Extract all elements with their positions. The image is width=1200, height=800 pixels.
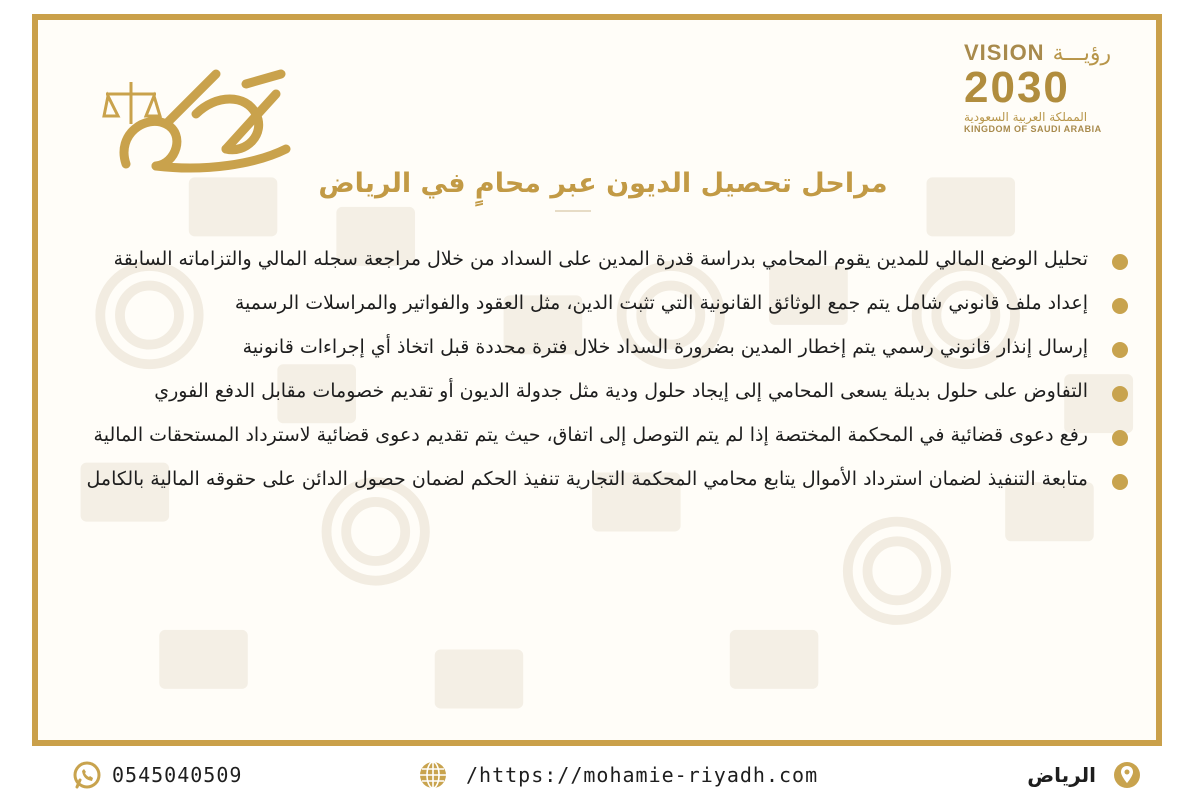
- list-item: [72, 282, 1134, 324]
- phone-number: 0545040509: [112, 763, 243, 787]
- step-text: رفع دعوى قضائية في المحكمة المختصة إذا لم يتم التوصل إلى اتفاق، حيث يتم تقديم دعوى قضائية لاسترداد المستحقات المالية: [93, 424, 1088, 446]
- bullet-icon: [1112, 386, 1128, 402]
- list-item: [72, 238, 1134, 280]
- list-item: [72, 370, 1134, 412]
- footer-phone[interactable]: [72, 760, 242, 790]
- list-item: [72, 326, 1134, 368]
- bullet-icon: [1112, 474, 1128, 490]
- kingdom-english: KINGDOM OF SAUDI ARABIA: [964, 124, 1102, 134]
- vision-arabic-word: رؤيـــة: [1052, 41, 1112, 66]
- mohamie-calligraphy-logo: [96, 54, 296, 184]
- step-text: إرسال إنذار قانوني رسمي يتم إخطار المدين بضرورة السداد خلال فترة محددة قبل اتخاذ أي إجراءات قانونية: [242, 336, 1088, 358]
- kingdom-arabic: المملكة العربية السعودية: [964, 110, 1088, 124]
- footer-website[interactable]: [418, 760, 818, 790]
- steps-list: [72, 238, 1134, 502]
- whatsapp-icon: [72, 760, 102, 790]
- vision-word: VISION: [964, 40, 1045, 65]
- step-text: التفاوض على حلول بديلة يسعى المحامي إلى إيجاد حلول ودية مثل جدولة الديون أو تقديم خصومات مقابل الدفع الفوري: [154, 380, 1088, 402]
- website-url: /https://mohamie-riyadh.com: [466, 763, 819, 787]
- step-text: متابعة التنفيذ لضمان استرداد الأموال يتابع محامي المحكمة التجارية تنفيذ الحكم لضمان حصول الدائن على حقوقه المالية بالكامل: [86, 468, 1088, 490]
- list-item: [72, 458, 1134, 500]
- bullet-icon: [1112, 430, 1128, 446]
- bullet-icon: [1112, 342, 1128, 358]
- vision-2030-logo: [964, 40, 1134, 140]
- step-text: تحليل الوضع المالي للمدين يقوم المحامي بدراسة قدرة المدين على السداد من خلال مراجعة سجله المالي والتزاماته السابقة: [113, 248, 1088, 270]
- location-pin-icon: [1112, 760, 1142, 790]
- bullet-icon: [1112, 298, 1128, 314]
- title-decoration-icon: [553, 205, 593, 217]
- list-item: [72, 414, 1134, 456]
- footer-location: [1027, 760, 1142, 790]
- step-text: إعداد ملف قانوني شامل يتم جمع الوثائق القانونية التي تثبت الدين، مثل العقود والفواتير والمراسلات الرسمية: [234, 292, 1088, 314]
- footer: [0, 752, 1200, 800]
- vision-year: 2030: [964, 63, 1070, 112]
- content-frame: [32, 14, 1162, 746]
- page-title: مراحل تحصيل الديون عبر محامٍ في الرياض: [318, 168, 888, 199]
- location-label: الرياض: [1027, 763, 1096, 787]
- bullet-icon: [1112, 254, 1128, 270]
- globe-icon: [418, 760, 448, 790]
